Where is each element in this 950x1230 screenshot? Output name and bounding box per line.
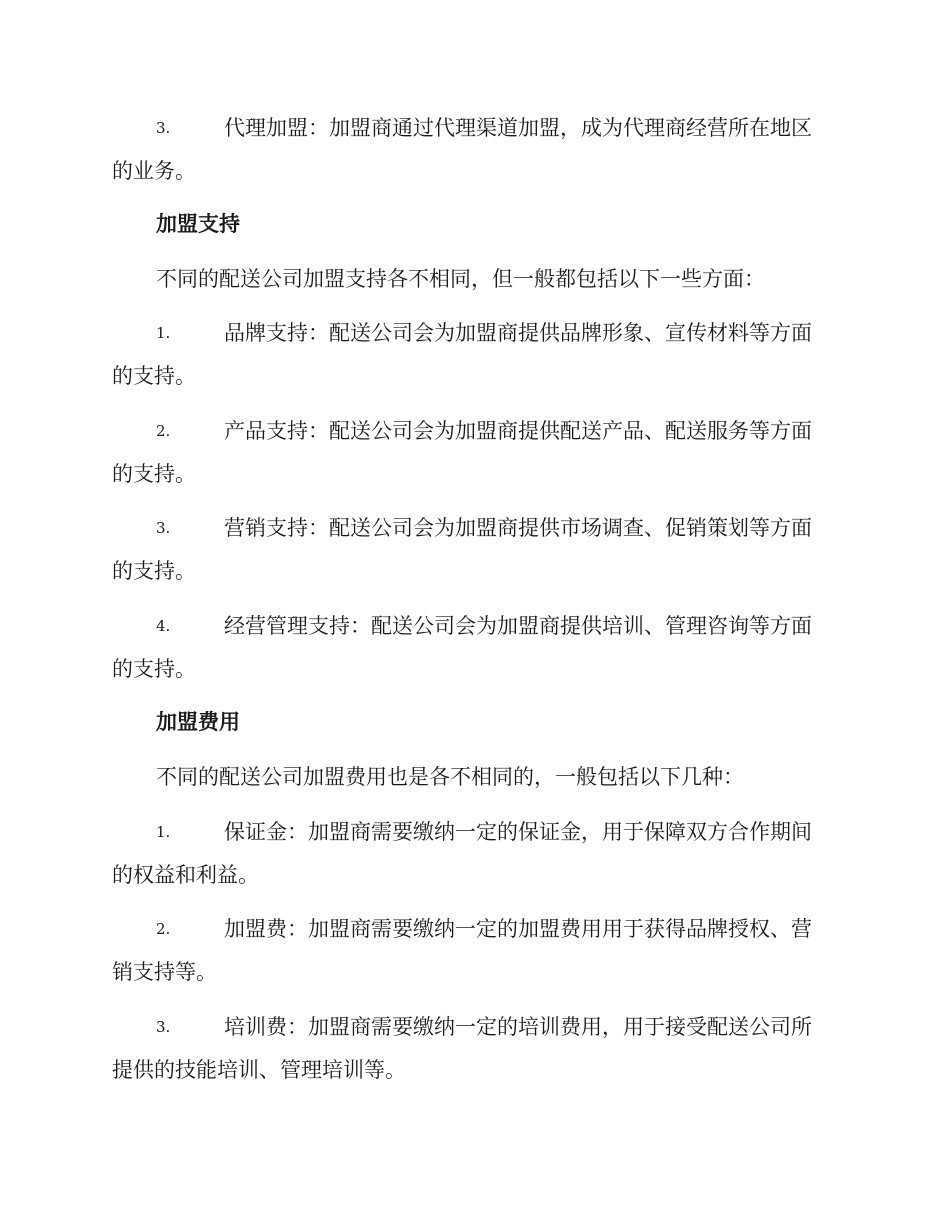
section-heading-fees: 加盟费用 [156,709,240,734]
paragraph-support-intro: 不同的配送公司加盟支持各不相同，但一般都包括以下一些方面： [156,267,765,291]
list-text: 营销支持：配送公司会为加盟商提供市场调查、促销策划等方面 [224,516,812,540]
list-text-continuation: 的支持。 [112,559,196,583]
section-heading-support: 加盟支持 [156,211,240,236]
list-text: 经营管理支持：配送公司会为加盟商提供培训、管理咨询等方面 [224,614,812,638]
list-number: 3. [156,119,171,137]
list-text-continuation: 的支持。 [112,462,196,486]
list-item [112,513,834,586]
list-text: 产品支持：配送公司会为加盟商提供配送产品、配送服务等方面 [224,419,812,443]
list-text-continuation: 的支持。 [112,364,196,388]
list-item [112,611,834,684]
list-text-continuation: 销支持等。 [112,960,217,984]
list-item [112,817,834,890]
list-item [112,416,834,489]
list-number: 3. [156,1018,171,1036]
list-number: 2. [156,422,171,440]
list-number: 2. [156,920,171,938]
list-item-agent-franchise [112,113,834,186]
list-text-continuation: 的支持。 [112,657,196,681]
list-number: 3. [156,519,171,537]
list-text: 保证金：加盟商需要缴纳一定的保证金，用于保障双方合作期间 [224,820,812,844]
list-text: 培训费：加盟商需要缴纳一定的培训费用，用于接受配送公司所 [224,1015,812,1039]
list-text-continuation: 提供的技能培训、管理培训等。 [112,1058,406,1082]
list-number: 4. [156,617,171,635]
list-text-continuation: 的权益和利益。 [112,863,259,887]
list-text: 加盟费：加盟商需要缴纳一定的加盟费用用于获得品牌授权、营 [224,917,812,941]
list-item [112,1012,834,1085]
list-item [112,318,834,391]
list-text: 品牌支持：配送公司会为加盟商提供品牌形象、宣传材料等方面 [224,321,812,345]
list-number: 1. [156,823,171,841]
list-text: 代理加盟：加盟商通过代理渠道加盟，成为代理商经营所在地区 [224,116,812,140]
list-number: 1. [156,324,171,342]
list-text-continuation: 的业务。 [112,159,196,183]
paragraph-fees-intro: 不同的配送公司加盟费用也是各不相同的，一般包括以下几种： [156,765,744,789]
list-item [112,914,834,987]
